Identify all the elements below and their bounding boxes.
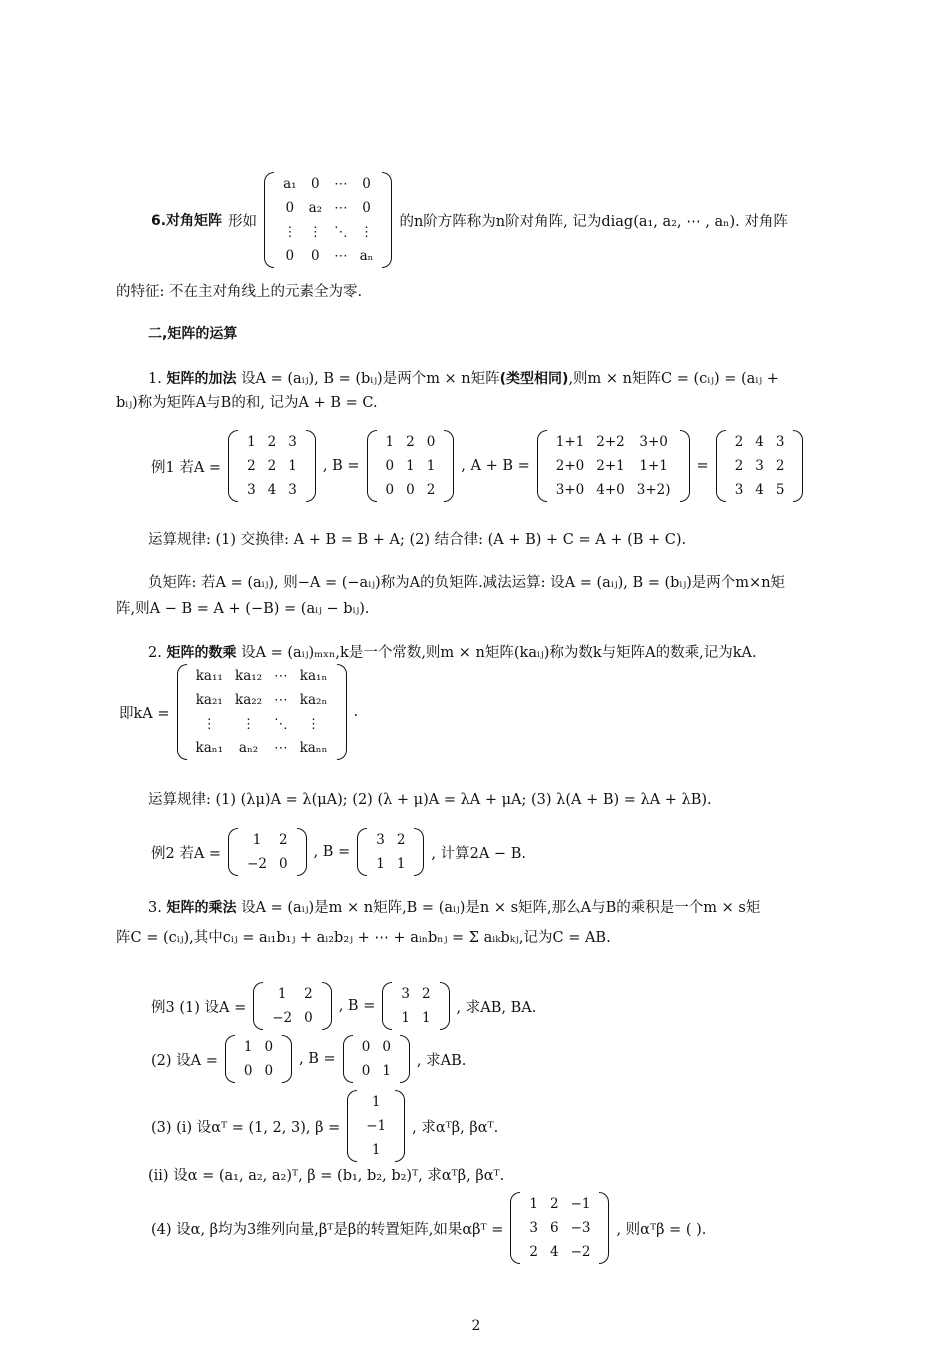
example2-matrix-b [356, 828, 425, 876]
matrix-cell: 1 [396, 856, 406, 872]
matrix-cell: 0 [362, 200, 371, 216]
matrix-cell: ⋯ [274, 668, 288, 684]
diag-matrix [263, 172, 393, 268]
example1-matrix-b [366, 430, 456, 502]
matrix-cell: 0 [285, 200, 295, 216]
diag-cont-text: 的特征: 不在主对角线上的元素全为零. [116, 284, 363, 300]
example3-part4 [148, 1192, 709, 1264]
matrix-cell: ka₂₁ [195, 692, 223, 708]
matrix-cell: ⋯ [334, 176, 348, 192]
example3-part2-b-label: , B = [299, 1051, 336, 1067]
matrix-cell: 1 [426, 458, 436, 474]
matrix-cell: ka₁₂ [235, 668, 263, 684]
example1 [148, 430, 807, 502]
matrix-cell: ⋮ [283, 224, 297, 240]
matrix-cell: 1 [421, 1010, 431, 1026]
matrix-cell: 3 [288, 434, 297, 450]
matrix-cell: 1 [529, 1196, 538, 1212]
matrix-cell: 2+2 [596, 434, 625, 450]
matrix-cell: 4 [267, 482, 277, 498]
addition-num: 1. [148, 371, 162, 387]
matrix-cell: 2 [396, 832, 406, 848]
matrix-cell: aₙ [359, 248, 374, 264]
matrix-cell: −2 [272, 1010, 293, 1026]
matrix-cell: 0 [382, 1039, 391, 1055]
matrix-cell: 6 [549, 1220, 559, 1236]
matrix-cell: 5 [775, 482, 785, 498]
matrix-cell: 0 [285, 248, 295, 264]
addition-heading: 矩阵的加法 [166, 371, 237, 387]
matrix-cell: 2 [549, 1196, 559, 1212]
example3-part3-ii: (ii) 设α = (a₁, a₂, a₂)ᵀ, β = (b₁, b₂, b₂)ᵀ, 求αᵀβ, βαᵀ. [148, 1168, 505, 1184]
matrix-cell: 3+0 [555, 482, 585, 498]
matrix-cell: ⋮ [306, 716, 321, 732]
matrix-cell: 0 [264, 1039, 274, 1055]
matrix-cell: 1 [376, 856, 385, 872]
matrix-cell: 2 [406, 434, 415, 450]
example3-part4-matrix [509, 1192, 610, 1264]
matrix-cell: 0 [426, 434, 436, 450]
matrix-cell: −2 [570, 1244, 591, 1260]
matrix-cell: a₂ [308, 200, 323, 216]
negative-line2: 阵,则A − B = A + (−B) = (aᵢⱼ − bᵢⱼ). [116, 601, 370, 617]
example3-matrix-a [252, 982, 333, 1030]
matrix-cell: 4 [755, 482, 764, 498]
example3-part2-matrix-b [342, 1035, 411, 1083]
diag-tail-text: 的n阶方阵称为n阶对角阵, 记为diag(a₁, a₂, ⋯ , aₙ). 对角阵 [399, 213, 788, 230]
matrix-cell: ⋱ [334, 224, 348, 240]
scalar-dot: . [353, 704, 359, 720]
matrix-cell: 1 [277, 986, 287, 1002]
example2-matrix-a [227, 828, 308, 876]
matrix-cell: ka₁₁ [195, 668, 223, 684]
scalar-num: 2. [148, 645, 162, 661]
example3-part2-label: (2) 设A = [151, 1052, 218, 1069]
matrix-cell: 3 [734, 482, 744, 498]
scalar-heading: 矩阵的数乘 [166, 645, 237, 661]
example3-part1 [148, 982, 539, 1030]
matrix-cell: ⋯ [274, 692, 288, 708]
matrix-cell: 3+2) [636, 482, 671, 498]
matrix-cell: a₁ [283, 176, 297, 192]
matrix-cell: 1 [288, 458, 297, 474]
matrix-cell: 2 [278, 832, 288, 848]
matrix-cell: −1 [366, 1118, 387, 1134]
diag-shape-text: 形如 [228, 213, 258, 230]
matrix-cell: 0 [361, 1039, 371, 1055]
scalar-rules: 运算规律: (1) (λμ)A = λ(μA); (2) (λ + μ)A = λA + μA; (3) λ(A + B) = λA + λB). [148, 792, 712, 808]
example3-b-label: , B = [338, 998, 376, 1014]
addition-bold-note: (类型相同) [499, 371, 569, 387]
addition-line2: bᵢⱼ)称为矩阵A与B的和, 记为A + B = C. [116, 395, 378, 411]
matrix-cell: 1 [371, 1142, 381, 1158]
addition-text-a: 设A = (aᵢⱼ), B = (bᵢⱼ)是两个m × n矩阵 [241, 371, 500, 387]
matrix-cell: aₙ₂ [238, 740, 259, 756]
diag-def-line [148, 172, 791, 268]
matrix-cell: 0 [311, 176, 320, 192]
matrix-cell: 1 [371, 1094, 381, 1110]
matrix-cell: 1 [252, 832, 262, 848]
addition-text-b: ,则m × n矩阵C = (cᵢⱼ) = (aᵢⱼ + [568, 371, 779, 387]
example3-part3-label: (3) (i) 设αᵀ = (1, 2, 3), β = [151, 1119, 341, 1136]
example1-label: 例1 若A = [151, 459, 222, 476]
matrix-cell: 1 [382, 1063, 391, 1079]
example3-part3-tail: , 求αᵀβ, βαᵀ. [412, 1119, 499, 1136]
matrix-cell: 2 [247, 458, 256, 474]
example1-matrix-a [227, 430, 317, 502]
matrix-cell: 1+1 [639, 458, 668, 474]
example2-label: 例2 若A = [151, 845, 222, 862]
matrix-cell: 1 [243, 1039, 253, 1055]
scalar-display [116, 664, 361, 760]
matrix-cell: 2+0 [555, 458, 585, 474]
scalar-line1 [148, 643, 757, 663]
matrix-cell: −3 [570, 1220, 591, 1236]
matrix-cell: ⋮ [308, 224, 323, 240]
matrix-cell: 3 [755, 458, 764, 474]
matrix-cell: 2 [267, 434, 277, 450]
example2 [148, 828, 529, 876]
matrix-cell: 1 [406, 458, 415, 474]
example1-equals: = [696, 458, 709, 474]
page-number: 2 [471, 1318, 481, 1334]
matrix-cell: 3+0 [639, 434, 668, 450]
mult-line1 [148, 898, 760, 918]
matrix-cell: ⋯ [334, 200, 348, 216]
matrix-cell: 2 [734, 458, 744, 474]
matrix-cell: 3 [401, 986, 410, 1002]
matrix-cell: 3 [247, 482, 256, 498]
example3-part2 [148, 1035, 469, 1083]
example2-tail: , 计算2A − B. [431, 845, 526, 862]
matrix-cell: 1 [401, 1010, 410, 1026]
section-title: 二,矩阵的运算 [148, 326, 238, 342]
matrix-cell: 0 [385, 458, 395, 474]
example3-part3 [148, 1090, 501, 1162]
mult-text: 设A = (aᵢⱼ)是m × n矩阵,B = (aᵢⱼ)是n × s矩阵,那么A与B的乘积是一个m × s矩 [241, 900, 761, 916]
matrix-cell: ka₁ₙ [299, 668, 328, 684]
matrix-cell: 2 [304, 986, 313, 1002]
matrix-cell: kaₙ₁ [195, 740, 224, 756]
matrix-cell: 2+1 [596, 458, 625, 474]
mult-line2: 阵C = (cᵢⱼ),其中cᵢⱼ = aᵢ₁b₁ⱼ + aᵢ₂b₂ⱼ + ⋯ + aᵢₙbₙⱼ = Σ aᵢₖbₖⱼ,记为C = AB. [116, 930, 611, 946]
example3-part3-vector [346, 1090, 406, 1162]
matrix-cell: 0 [362, 176, 371, 192]
example1-matrix-result [715, 430, 805, 502]
matrix-cell: 3 [775, 434, 785, 450]
addition-rules: 运算规律: (1) 交换律: A + B = B + A; (2) 结合律: (A + B) + C = A + (B + C). [148, 532, 687, 548]
example1-matrix-sum [536, 430, 691, 502]
matrix-cell: 0 [278, 856, 288, 872]
matrix-cell: ⋯ [334, 248, 348, 264]
matrix-cell: 0 [264, 1063, 274, 1079]
matrix-cell: kaₙₙ [299, 740, 328, 756]
matrix-cell: 0 [243, 1063, 253, 1079]
matrix-cell: 2 [421, 986, 431, 1002]
matrix-cell: 2 [529, 1244, 538, 1260]
matrix-cell: 4 [755, 434, 764, 450]
matrix-cell: ⋱ [274, 716, 288, 732]
mult-heading: 矩阵的乘法 [166, 900, 237, 916]
matrix-cell: 0 [311, 248, 320, 264]
matrix-cell: 0 [361, 1063, 371, 1079]
matrix-cell: ka₂ₙ [299, 692, 328, 708]
matrix-cell: 2 [267, 458, 277, 474]
diag-heading: 6.对角矩阵 [151, 213, 223, 229]
matrix-cell: 3 [376, 832, 385, 848]
mult-num: 3. [148, 900, 162, 916]
matrix-cell: 3 [529, 1220, 538, 1236]
scalar-text: 设A = (aᵢⱼ)ₘₓₙ,k是一个常数,则m × n矩阵(kaᵢⱼ)称为数k与矩阵A的数乘,记为kA. [241, 645, 757, 661]
matrix-cell: −2 [247, 856, 267, 872]
example3-tail: , 求AB, BA. [456, 999, 537, 1016]
matrix-cell: 1+1 [555, 434, 585, 450]
example3-part4-label: (4) 设α, β均为3维列向量,βᵀ是β的转置矩阵,如果αβᵀ = [151, 1221, 504, 1238]
matrix-cell: 4+0 [596, 482, 625, 498]
example3-label: 例3 (1) 设A = [151, 999, 247, 1016]
scalar-matrix [176, 664, 348, 760]
matrix-cell: ⋯ [274, 740, 288, 756]
matrix-cell: 1 [385, 434, 395, 450]
scalar-lead: 即kA = [119, 705, 170, 722]
matrix-cell: ⋮ [359, 224, 374, 240]
example3-part2-tail: , 求AB. [416, 1052, 467, 1069]
matrix-cell: 0 [304, 1010, 313, 1026]
example3-part2-matrix-a [224, 1035, 293, 1083]
example2-b-label: , B = [313, 844, 351, 860]
negative-line1: 负矩阵: 若A = (aᵢⱼ), 则−A = (−aᵢⱼ)称为A的负矩阵.减法运算: 设A = (aᵢⱼ), B = (bᵢⱼ)是两个m×n矩 [148, 575, 786, 591]
matrix-cell: ⋮ [202, 716, 217, 732]
matrix-cell: ⋮ [241, 716, 256, 732]
matrix-cell: 2 [426, 482, 436, 498]
matrix-cell: 3 [288, 482, 297, 498]
example1-b-label: , B = [322, 458, 360, 474]
matrix-cell: ka₂₂ [235, 692, 263, 708]
matrix-cell: 2 [775, 458, 785, 474]
example3-part4-tail: , 则αᵀβ = ( ). [616, 1221, 707, 1238]
matrix-cell: 2 [734, 434, 744, 450]
example1-sum-label: , A + B = [461, 458, 530, 474]
matrix-cell: 1 [247, 434, 256, 450]
addition-line1 [148, 369, 779, 389]
example3-matrix-b [381, 982, 450, 1030]
matrix-cell: 4 [549, 1244, 559, 1260]
matrix-cell: 0 [385, 482, 395, 498]
matrix-cell: 0 [406, 482, 415, 498]
matrix-cell: −1 [570, 1196, 591, 1212]
